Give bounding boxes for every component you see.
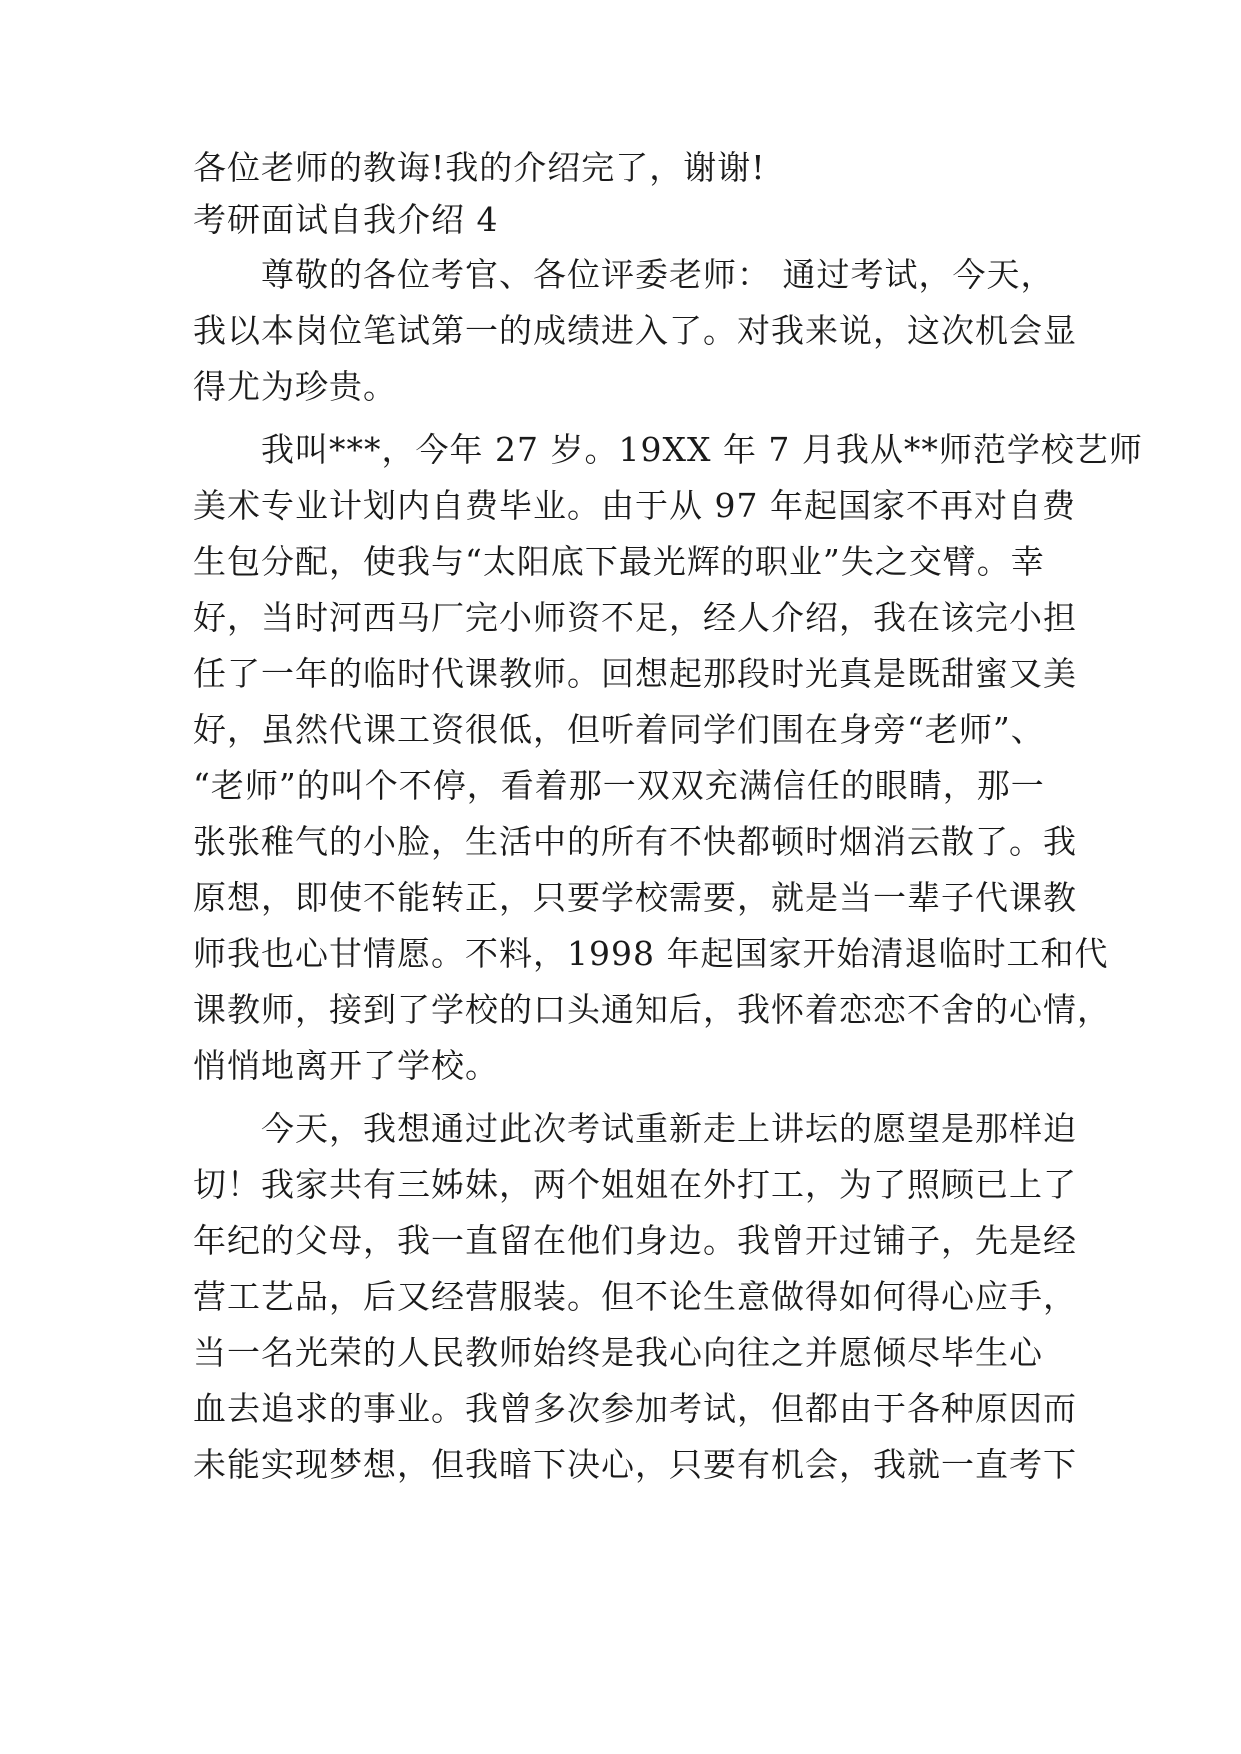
- text-line: 营工艺品，后又经营服装。但不论生意做得如何得心应手，: [193, 1277, 1077, 1316]
- text-line: 原想，即使不能转正，只要学校需要，就是当一辈子代课教: [193, 878, 1077, 917]
- text-line: 得尤为珍贵。: [193, 367, 397, 406]
- text-line: 我以本岗位笔试第一的成绩进入了。对我来说，这次机会显: [193, 311, 1077, 350]
- text-line: 悄悄地离开了学校。: [193, 1046, 499, 1085]
- text-line: 任了一年的临时代课教师。回想起那段时光真是既甜蜜又美: [193, 654, 1077, 693]
- text-line: 当一名光荣的人民教师始终是我心向往之并愿倾尽毕生心: [193, 1333, 1043, 1372]
- text-line: 课教师，接到了学校的口头通知后，我怀着恋恋不舍的心情，: [193, 990, 1111, 1029]
- text-line: 血去追求的事业。我曾多次参加考试，但都由于各种原因而: [193, 1389, 1077, 1428]
- text-line: 好，虽然代课工资很低，但听着同学们围在身旁“老师”、: [193, 710, 1045, 749]
- text-line: 生包分配，使我与“太阳底下最光辉的职业”失之交臂。幸: [193, 542, 1045, 581]
- text-line: 各位老师的教诲!我的介绍完了，谢谢!: [193, 148, 766, 187]
- text-line: 张张稚气的小脸，生活中的所有不快都顿时烟消云散了。我: [193, 822, 1077, 861]
- text-line: 好，当时河西马厂完小师资不足，经人介绍，我在该完小担: [193, 598, 1077, 637]
- text-line: 今天，我想通过此次考试重新走上讲坛的愿望是那样迫: [193, 1109, 1077, 1148]
- text-line: 尊敬的各位考官、各位评委老师： 通过考试，今天，: [193, 255, 1055, 294]
- text-line: 我叫***，今年 27 岁。19XX 年 7 月我从**师范学校艺师: [193, 430, 1143, 469]
- text-line: 师我也心甘情愿。不料，1998 年起国家开始清退临时工和代: [193, 934, 1109, 973]
- text-line: 未能实现梦想，但我暗下决心，只要有机会，我就一直考下: [193, 1445, 1077, 1484]
- text-line: 年纪的父母，我一直留在他们身边。我曾开过铺子，先是经: [193, 1221, 1077, 1260]
- text-line: “老师”的叫个不停，看着那一双双充满信任的眼睛，那一: [193, 766, 1045, 805]
- text-line: 美术专业计划内自费毕业。由于从 97 年起国家不再对自费: [193, 486, 1076, 525]
- section-heading: 考研面试自我介绍 4: [193, 200, 499, 239]
- text-line: 切！我家共有三姊妹，两个姐姐在外打工，为了照顾已上了: [193, 1165, 1077, 1204]
